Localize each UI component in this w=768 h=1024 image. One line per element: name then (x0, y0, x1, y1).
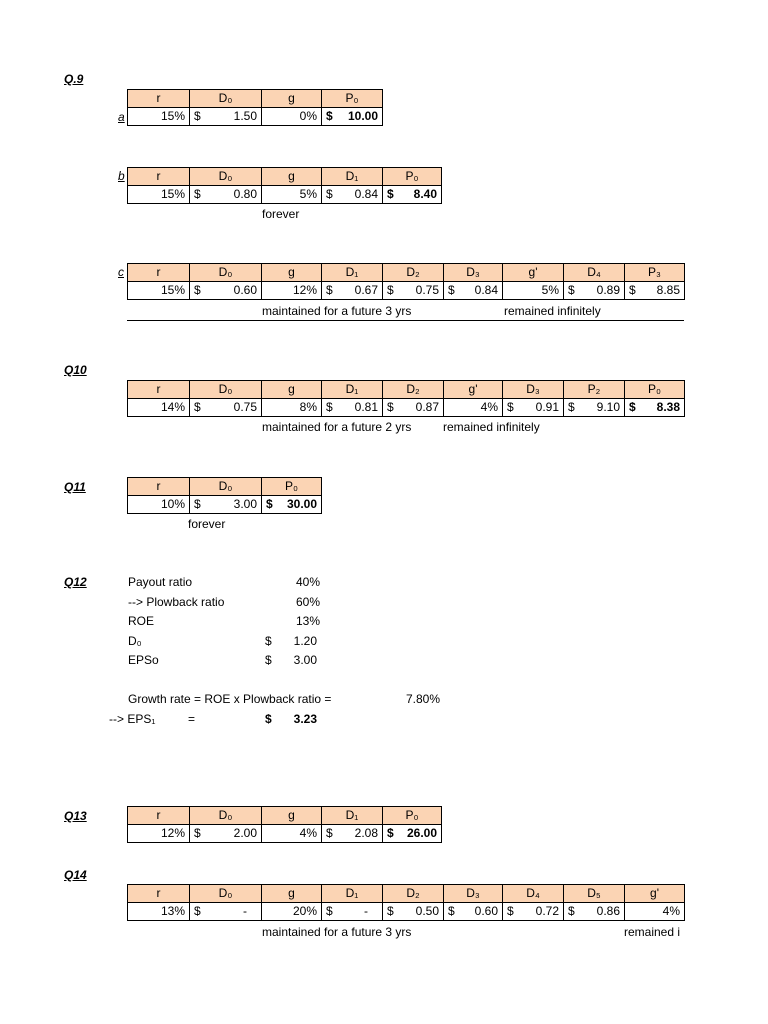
q12-row-value: 60% (295, 595, 320, 609)
header-cell: P₀ (322, 90, 383, 108)
header-cell: P₂ (564, 381, 625, 399)
g-cell: 8% (262, 399, 322, 417)
d1-cell: $ 0.84 (322, 186, 383, 204)
q12-row-value: 3.00 (293, 653, 317, 667)
d3-cell: $ 0.91 (503, 399, 564, 417)
g-cell: 12% (262, 282, 322, 300)
d1-cell: $ 0.67 (322, 282, 383, 300)
d0-cell: $ 3.00 (190, 496, 262, 514)
header-cell: D₁ (322, 807, 383, 825)
header-cell: D₅ (564, 885, 625, 903)
q12-growth-label: Growth rate = ROE x Plowback ratio = (128, 692, 332, 706)
d0-cell: $ 2.00 (190, 825, 262, 843)
header-cell: D₀ (190, 90, 262, 108)
q9c-table (127, 263, 685, 300)
q12-row-value: 13% (295, 614, 320, 628)
header-cell: g (262, 90, 322, 108)
q12-row-symbol: $ (265, 653, 272, 667)
header-cell: g' (444, 381, 503, 399)
d2-cell: $ 0.50 (383, 903, 444, 921)
q9c-note-growth: maintained for a future 3 yrs (262, 304, 412, 318)
q10-note-growth: maintained for a future 2 yrs (262, 420, 412, 434)
q10-note-infinite: remained infinitely (443, 420, 540, 434)
header-cell: g' (625, 885, 685, 903)
d0-cell: $ 0.60 (190, 282, 262, 300)
d0-cell: $ 1.50 (190, 108, 262, 126)
d5-cell: $ 0.86 (564, 903, 625, 921)
q9c-label: c (118, 265, 124, 279)
g-cell: 20% (262, 903, 322, 921)
g-prime-cell: 5% (503, 282, 564, 300)
p0-cell: $ 26.00 (383, 825, 442, 843)
header-cell: D₃ (444, 264, 503, 282)
q11-table (127, 477, 322, 514)
header-cell: P₀ (383, 807, 442, 825)
r-cell: 15% (128, 282, 190, 300)
q12-eps-symbol: $ (265, 712, 272, 726)
r-cell: 10% (128, 496, 190, 514)
q10-table (127, 380, 685, 417)
q12-eps-equals: = (188, 712, 196, 726)
header-cell: g (262, 168, 322, 186)
q9b-table (127, 167, 442, 204)
header-cell: g (262, 381, 322, 399)
q13-table (127, 806, 442, 843)
header-cell: g (262, 264, 322, 282)
header-cell: D₄ (564, 264, 625, 282)
header-cell: g (262, 885, 322, 903)
header-cell: D₀ (190, 885, 262, 903)
header-cell: P₀ (625, 381, 685, 399)
header-cell: r (128, 168, 190, 186)
header-cell: D₂ (383, 381, 444, 399)
q12-row-value: 40% (295, 575, 320, 589)
header-cell: D₀ (190, 478, 262, 496)
q14-note-growth: maintained for a future 3 yrs (262, 925, 412, 939)
q12-row-symbol: $ (265, 634, 272, 648)
header-cell: r (128, 478, 190, 496)
header-cell: D₁ (322, 168, 383, 186)
header-cell: r (128, 264, 190, 282)
q12-growth-value: 7.80% (406, 692, 441, 706)
q12-row-label: Payout ratio (128, 575, 193, 589)
header-cell: P₃ (625, 264, 685, 282)
header-cell: g (262, 807, 322, 825)
header-cell: g' (503, 264, 564, 282)
d3-cell: $ 0.60 (444, 903, 503, 921)
d1-cell: $ 2.08 (322, 825, 383, 843)
header-cell: D₀ (190, 264, 262, 282)
q14-label: Q14 (64, 868, 87, 882)
q12-row-label: ROE (128, 614, 155, 628)
header-cell: D₀ (190, 807, 262, 825)
header-cell: D₂ (383, 885, 444, 903)
header-cell: D₁ (322, 381, 383, 399)
header-cell: D₄ (503, 885, 564, 903)
q9c-underline (127, 320, 684, 321)
q9a-label: a (118, 110, 125, 124)
header-cell: D₀ (190, 381, 262, 399)
p2-cell: $ 9.10 (564, 399, 625, 417)
q12-eps-label: --> EPS₁ (109, 712, 156, 726)
header-cell: r (128, 90, 190, 108)
header-cell: D₂ (383, 264, 444, 282)
p0-cell: $ 8.40 (383, 186, 442, 204)
r-cell: 15% (128, 186, 190, 204)
header-cell: D₃ (444, 885, 503, 903)
d4-cell: $ 0.89 (564, 282, 625, 300)
header-cell: P₀ (262, 478, 322, 496)
p3-cell: $ 8.85 (625, 282, 685, 300)
d0-cell: $ 0.80 (190, 186, 262, 204)
q9-label: Q.9 (64, 72, 84, 86)
r-cell: 15% (128, 108, 190, 126)
d1-cell: $ 0.81 (322, 399, 383, 417)
r-cell: 13% (128, 903, 190, 921)
d2-cell: $ 0.87 (383, 399, 444, 417)
header-cell: r (128, 381, 190, 399)
q9c-note-infinite: remained infinitely (504, 304, 601, 318)
g-prime-cell: 4% (625, 903, 685, 921)
p0-cell: $ 30.00 (262, 496, 322, 514)
r-cell: 14% (128, 399, 190, 417)
q12-row-label: EPSo (128, 653, 159, 667)
d0-cell: $ 0.75 (190, 399, 262, 417)
q10-label: Q10 (64, 363, 87, 377)
q14-table (127, 884, 685, 921)
q12-row-label: --> Plowback ratio (128, 595, 225, 609)
q12-row-value: 1.20 (293, 634, 317, 648)
g-cell: 5% (262, 186, 322, 204)
q14-note-infinite: remained i (624, 925, 681, 939)
d4-cell: $ 0.72 (503, 903, 564, 921)
g-cell: 0% (262, 108, 322, 126)
header-cell: D₀ (190, 168, 262, 186)
g-cell: 4% (262, 825, 322, 843)
r-cell: 12% (128, 825, 190, 843)
header-cell: r (128, 807, 190, 825)
header-cell: r (128, 885, 190, 903)
p0-cell: $ 10.00 (322, 108, 383, 126)
q12-label: Q12 (64, 575, 87, 589)
header-cell: D₁ (322, 885, 383, 903)
q9b-note: forever (262, 207, 300, 221)
q9a-table (127, 89, 383, 126)
q11-note: forever (188, 517, 226, 531)
p0-cell: $ 8.38 (625, 399, 685, 417)
d0-cell: $ - (190, 903, 262, 921)
header-cell: D₃ (503, 381, 564, 399)
header-cell: P₀ (383, 168, 442, 186)
d2-cell: $ 0.75 (383, 282, 444, 300)
q11-label: Q11 (64, 480, 86, 494)
q12-eps-value: 3.23 (293, 712, 317, 726)
header-cell: D₁ (322, 264, 383, 282)
g-prime-cell: 4% (444, 399, 503, 417)
q13-label: Q13 (64, 809, 87, 823)
d1-cell: $ - (322, 903, 383, 921)
q12-row-label: D₀ (128, 634, 142, 648)
q9b-label: b (118, 169, 125, 183)
d3-cell: $ 0.84 (444, 282, 503, 300)
